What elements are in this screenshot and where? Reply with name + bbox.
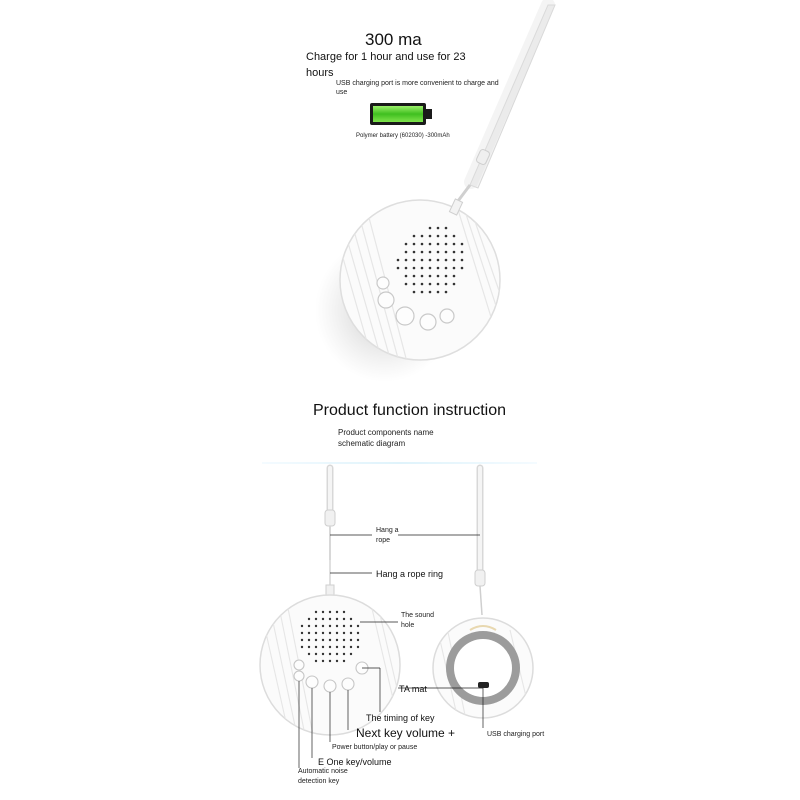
usb-text-line1: USB charging port is more convenient to charge and bbox=[336, 80, 499, 87]
label-next-key: Next key volume + bbox=[356, 726, 456, 740]
charge-text-line2: hours bbox=[306, 67, 334, 79]
instruction-subtitle-line2: schematic diagram bbox=[338, 439, 406, 448]
label-sound-hole-line1: The sound bbox=[401, 612, 435, 619]
usb-text-line2: use bbox=[336, 89, 348, 96]
label-auto-noise-line2: detection key bbox=[298, 778, 340, 785]
battery-label: Polymer battery (602030) -300mAh bbox=[356, 133, 450, 139]
label-ta-mat: TA mat bbox=[399, 684, 427, 694]
label-hang-rope-line2: rope bbox=[376, 537, 391, 544]
charge-text-line1: Charge for 1 hour and use for 23 bbox=[306, 51, 466, 63]
label-hang-rope-line1: Hang a bbox=[376, 527, 399, 534]
instruction-subtitle-line1: Product components name bbox=[338, 428, 434, 437]
section-divider bbox=[262, 462, 537, 464]
label-timing-key: The timing of key bbox=[366, 713, 435, 723]
label-power-button: Power button/play or pause bbox=[332, 744, 418, 751]
label-sound-hole-line2: hole bbox=[401, 622, 415, 629]
label-rope-ring: Hang a rope ring bbox=[376, 569, 444, 579]
instruction-title: Product function instruction bbox=[313, 402, 506, 419]
label-one-key: E One key/volume bbox=[318, 757, 392, 767]
label-usb-port: USB charging port bbox=[487, 731, 545, 738]
capacity-title: 300 ma bbox=[365, 30, 422, 49]
label-auto-noise-line1: Automatic noise bbox=[298, 768, 348, 775]
